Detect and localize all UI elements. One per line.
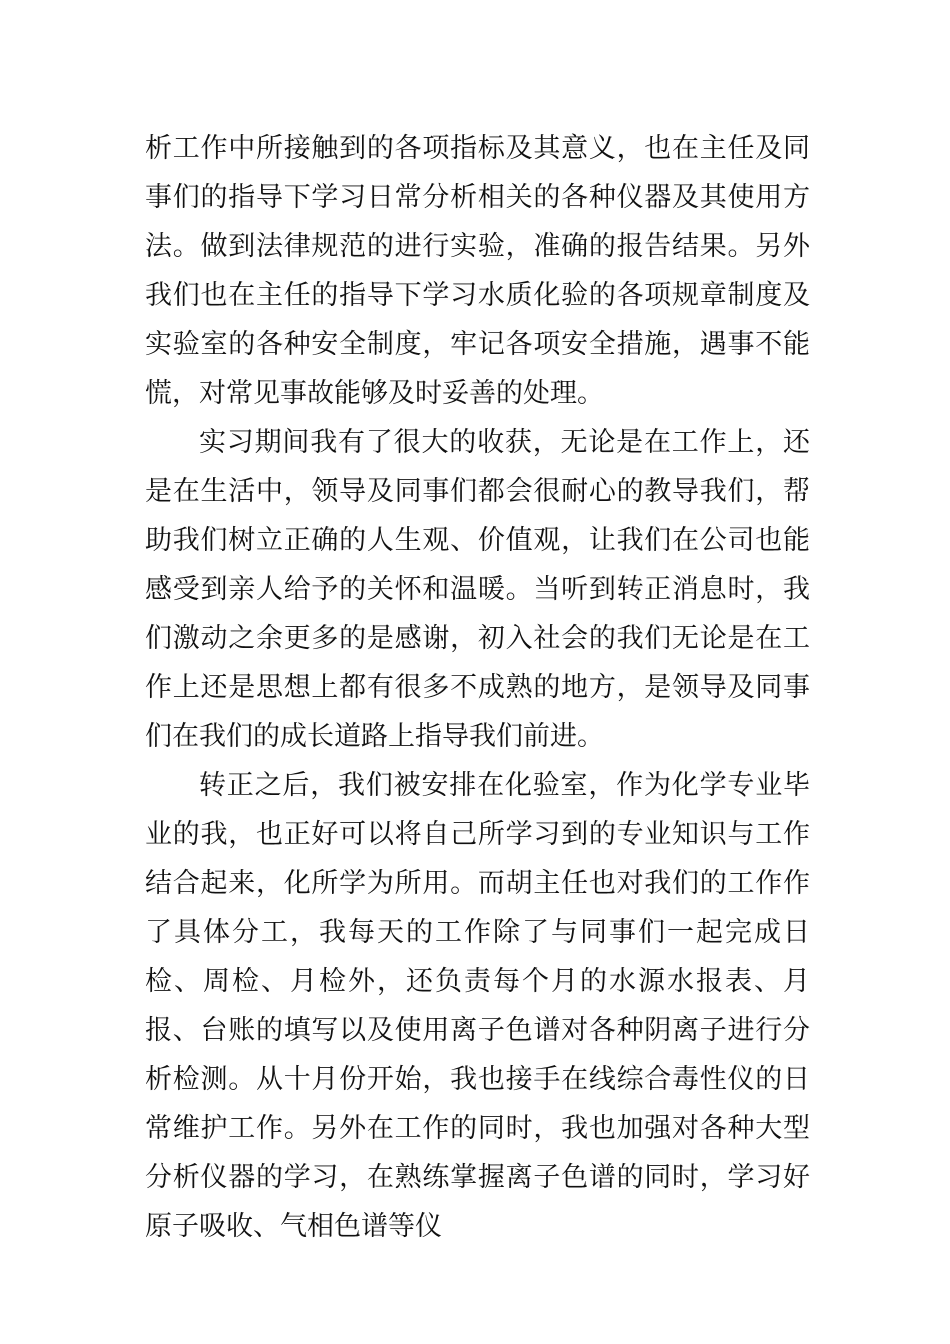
- document-body: [145, 124, 810, 1251]
- paragraph-2: 实习期间我有了很大的收获，无论是在工作上，还是在生活中，领导及同事们都会很耐心的教导我们，帮助我们树立正确的人生观、价值观，让我们在公司也能感受到亲人给予的关怀和温暖。当听到转正消息时，我们激动之余更多的是感谢，初入社会的我们无论是在工作上还是思想上都有很多不成熟的地方，是领导及同事们在我们的成长道路上指导我们前进。: [145, 427, 810, 752]
- paragraph-3: 转正之后，我们被安排在化验室，作为化学专业毕业的我，也正好可以将自己所学习到的专业知识与工作结合起来，化所学为所用。而胡主任也对我们的工作作了具体分工，我每天的工作除了与同事们一起完成日检、周检、月检外，还负责每个月的水源水报表、月报、台账的填写以及使用离子色谱对各种阴离子进行分析检测。从十月份开始，我也接手在线综合毒性仪的日常维护工作。另外在工作的同时，我也加强对各种大型分析仪器的学习，在熟练掌握离子色谱的同时，学习好原子吸收、气相色谱等仪: [145, 770, 810, 1242]
- paragraph-1: 析工作中所接触到的各项指标及其意义，也在主任及同事们的指导下学习日常分析相关的各种仪器及其使用方法。做到法律规范的进行实验，准确的报告结果。另外我们也在主任的指导下学习水质化验的各项规章制度及实验室的各种安全制度，牢记各项安全措施，遇事不能慌，对常见事故能够及时妥善的处理。: [145, 133, 810, 409]
